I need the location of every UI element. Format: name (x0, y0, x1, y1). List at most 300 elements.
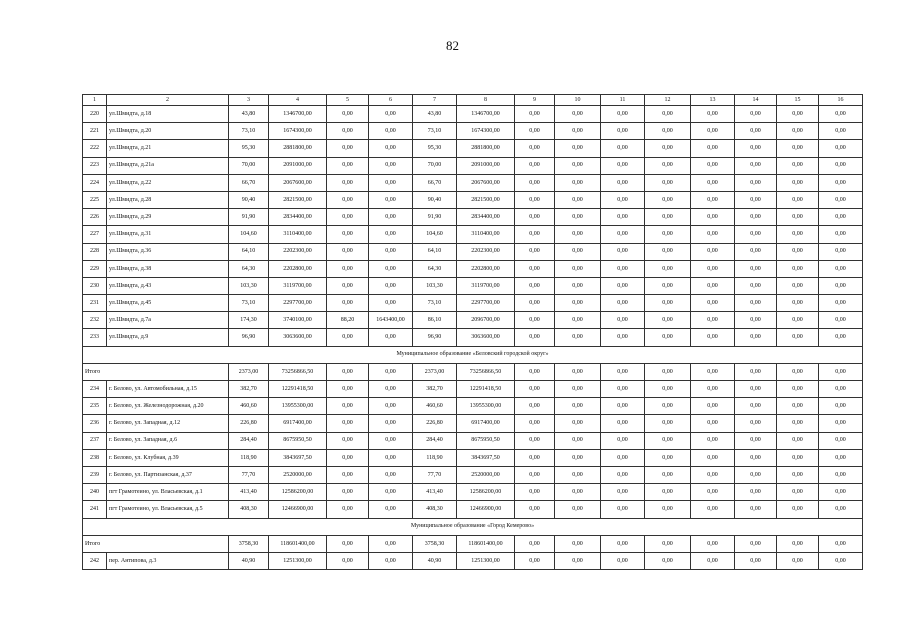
table-cell: 1643400,00 (369, 312, 413, 329)
data-table (82, 94, 863, 570)
table-cell: 0,00 (327, 415, 369, 432)
table-cell: 0,00 (691, 277, 735, 294)
address-cell: ул.Шмидта, д.7а (107, 312, 229, 329)
table-row (83, 157, 863, 174)
table-cell: 0,00 (777, 209, 819, 226)
address-cell: ул.Шмидта, д.9 (107, 329, 229, 346)
table-cell: 64,10 (229, 243, 269, 260)
table-cell: 0,00 (327, 123, 369, 140)
table-cell: 0,00 (645, 501, 691, 518)
table-cell: 2373,00 (229, 363, 269, 380)
column-header: 3 (229, 95, 269, 106)
table-cell: 12466900,00 (269, 501, 327, 518)
column-header: 10 (555, 95, 601, 106)
table-cell: 0,00 (691, 535, 735, 552)
row-number: 223 (83, 157, 107, 174)
table-cell: 3063600,00 (269, 329, 327, 346)
table-cell: 0,00 (369, 226, 413, 243)
table-cell: 0,00 (819, 123, 863, 140)
table-cell: 12291418,50 (457, 381, 515, 398)
table-cell: 8675950,50 (269, 432, 327, 449)
table-cell: 0,00 (691, 260, 735, 277)
table-cell: 0,00 (735, 277, 777, 294)
table-cell: 0,00 (777, 484, 819, 501)
total-row (83, 363, 863, 380)
address-cell: ул.Шмидта, д.36 (107, 243, 229, 260)
total-row (83, 535, 863, 552)
address-cell: ул.Шмидта, д.18 (107, 106, 229, 123)
table-cell: 12586200,00 (269, 484, 327, 501)
table-cell: 2520000,00 (457, 466, 515, 483)
table-cell: 0,00 (555, 432, 601, 449)
table-cell: 0,00 (327, 363, 369, 380)
table-cell: 77,70 (229, 466, 269, 483)
table-cell: 0,00 (645, 295, 691, 312)
table-cell: 0,00 (691, 295, 735, 312)
table-cell: 96,90 (229, 329, 269, 346)
table-cell: 0,00 (819, 398, 863, 415)
table-cell: 0,00 (327, 432, 369, 449)
table-cell: 0,00 (601, 363, 645, 380)
table-row (83, 123, 863, 140)
section-row (83, 518, 863, 535)
table-cell: 0,00 (645, 140, 691, 157)
table-cell: 0,00 (819, 226, 863, 243)
table-cell: 284,40 (229, 432, 269, 449)
table-cell: 0,00 (601, 432, 645, 449)
table-cell: 0,00 (555, 312, 601, 329)
table-cell: 0,00 (327, 243, 369, 260)
table-cell: 73,10 (229, 123, 269, 140)
address-cell: пер. Антипова, д.3 (107, 552, 229, 569)
table-cell: 0,00 (601, 191, 645, 208)
address-cell: ул.Шмидта, д.21а (107, 157, 229, 174)
table-cell: 0,00 (601, 226, 645, 243)
row-number: 239 (83, 466, 107, 483)
table-cell: 413,40 (229, 484, 269, 501)
table-cell: 0,00 (645, 157, 691, 174)
table-cell: 104,60 (229, 226, 269, 243)
table-cell: 0,00 (555, 157, 601, 174)
row-number: 230 (83, 277, 107, 294)
table-cell: 2297700,00 (269, 295, 327, 312)
table-cell: 0,00 (735, 123, 777, 140)
table-cell: 0,00 (601, 209, 645, 226)
table-cell: 0,00 (555, 535, 601, 552)
table-cell: 0,00 (819, 329, 863, 346)
table-cell: 0,00 (691, 243, 735, 260)
address-cell: г. Белово, ул. Железнодорожная, д.20 (107, 398, 229, 415)
table-cell: 2091000,00 (457, 157, 515, 174)
table-cell: 0,00 (777, 174, 819, 191)
table-cell: 0,00 (735, 243, 777, 260)
table-cell: 2202300,00 (457, 243, 515, 260)
table-cell: 1346700,00 (269, 106, 327, 123)
table-cell: 73,10 (229, 295, 269, 312)
table-cell: 0,00 (327, 295, 369, 312)
table-cell: 40,90 (413, 552, 457, 569)
table-cell: 0,00 (555, 552, 601, 569)
table-cell: 0,00 (777, 226, 819, 243)
table-cell: 0,00 (369, 432, 413, 449)
table-cell: 64,30 (413, 260, 457, 277)
table-cell: 0,00 (645, 484, 691, 501)
row-number: 236 (83, 415, 107, 432)
table-cell: 0,00 (777, 260, 819, 277)
table-cell: 226,80 (413, 415, 457, 432)
table-cell: 0,00 (369, 277, 413, 294)
table-cell: 118,90 (229, 449, 269, 466)
table-cell: 0,00 (645, 552, 691, 569)
table-cell: 0,00 (369, 466, 413, 483)
table-cell: 13955300,00 (269, 398, 327, 415)
table-cell: 3119700,00 (269, 277, 327, 294)
table-cell: 0,00 (735, 329, 777, 346)
table-cell: 0,00 (515, 123, 555, 140)
table-cell: 2821500,00 (457, 191, 515, 208)
table-cell: 0,00 (327, 466, 369, 483)
table-cell: 0,00 (369, 398, 413, 415)
table-cell: 3110400,00 (457, 226, 515, 243)
table-cell: 0,00 (555, 140, 601, 157)
table-cell: 0,00 (777, 432, 819, 449)
table-cell: 0,00 (777, 381, 819, 398)
table-cell: 0,00 (369, 484, 413, 501)
table-cell: 0,00 (515, 243, 555, 260)
table-cell: 0,00 (645, 381, 691, 398)
table-cell: 0,00 (645, 398, 691, 415)
table-cell: 0,00 (601, 449, 645, 466)
table-cell: 0,00 (691, 174, 735, 191)
table-cell: 0,00 (327, 174, 369, 191)
table-cell: 0,00 (555, 501, 601, 518)
table-cell: 0,00 (819, 363, 863, 380)
header-row (83, 95, 863, 106)
table-cell: 0,00 (735, 552, 777, 569)
table-cell: 0,00 (819, 432, 863, 449)
table-cell: 0,00 (819, 243, 863, 260)
table-cell: 95,30 (413, 140, 457, 157)
table-cell: 2297700,00 (457, 295, 515, 312)
table-cell: 0,00 (777, 449, 819, 466)
table-cell: 0,00 (777, 329, 819, 346)
table-cell: 90,40 (229, 191, 269, 208)
table-cell: 0,00 (735, 501, 777, 518)
table-cell: 96,90 (413, 329, 457, 346)
table-cell: 0,00 (555, 174, 601, 191)
table-cell: 0,00 (515, 449, 555, 466)
section-row (83, 346, 863, 363)
table-cell: 91,90 (229, 209, 269, 226)
table-cell: 0,00 (369, 106, 413, 123)
table-cell: 0,00 (819, 260, 863, 277)
column-header: 9 (515, 95, 555, 106)
table-cell: 0,00 (555, 381, 601, 398)
table-cell: 70,00 (229, 157, 269, 174)
table-row (83, 398, 863, 415)
table-cell: 0,00 (777, 312, 819, 329)
table-cell: 0,00 (369, 501, 413, 518)
table-cell: 0,00 (369, 260, 413, 277)
table-cell: 0,00 (735, 449, 777, 466)
table-cell: 0,00 (691, 466, 735, 483)
table-cell: 0,00 (555, 329, 601, 346)
table-cell: 0,00 (327, 191, 369, 208)
table-row (83, 191, 863, 208)
table-cell: 2834400,00 (457, 209, 515, 226)
address-cell: пгт Грамотеино, ул. Власьевская, д.1 (107, 484, 229, 501)
table-cell: 0,00 (691, 363, 735, 380)
table-cell: 66,70 (229, 174, 269, 191)
table-cell: 0,00 (777, 106, 819, 123)
table-cell: 0,00 (777, 415, 819, 432)
column-header: 15 (777, 95, 819, 106)
table-cell: 0,00 (777, 140, 819, 157)
table-row (83, 432, 863, 449)
table-cell: 0,00 (369, 329, 413, 346)
table-cell: 0,00 (691, 415, 735, 432)
table-cell: 0,00 (515, 209, 555, 226)
table-cell: 0,00 (819, 535, 863, 552)
table-cell: 0,00 (819, 140, 863, 157)
table-cell: 0,00 (735, 174, 777, 191)
table-cell: 0,00 (369, 363, 413, 380)
table-cell: 3119700,00 (457, 277, 515, 294)
table-row (83, 312, 863, 329)
column-header: 4 (269, 95, 327, 106)
table-cell: 0,00 (819, 295, 863, 312)
table-cell: 0,00 (555, 209, 601, 226)
column-header: 8 (457, 95, 515, 106)
table-cell: 2091000,00 (269, 157, 327, 174)
table-cell: 0,00 (555, 123, 601, 140)
table-cell: 0,00 (691, 552, 735, 569)
table-cell: 2881800,00 (457, 140, 515, 157)
table-cell: 3063600,00 (457, 329, 515, 346)
table-cell: 70,00 (413, 157, 457, 174)
table-cell: 0,00 (515, 484, 555, 501)
table-cell: 0,00 (555, 191, 601, 208)
row-number: 238 (83, 449, 107, 466)
table-cell: 0,00 (777, 243, 819, 260)
table-cell: 2067600,00 (269, 174, 327, 191)
table-cell: 0,00 (777, 277, 819, 294)
table-cell: 0,00 (327, 381, 369, 398)
table-cell: 2202300,00 (269, 243, 327, 260)
table-cell: 73256866,50 (269, 363, 327, 380)
table-cell: 0,00 (601, 466, 645, 483)
table-cell: 382,70 (229, 381, 269, 398)
table-cell: 3843697,50 (457, 449, 515, 466)
table-cell: 0,00 (601, 381, 645, 398)
table-cell: 0,00 (327, 157, 369, 174)
table-cell: 0,00 (601, 140, 645, 157)
section-title: Муниципальное образование «Город Кемерово» (83, 518, 863, 535)
table-cell: 0,00 (515, 106, 555, 123)
table-cell: 0,00 (819, 174, 863, 191)
address-cell: ул.Шмидта, д.45 (107, 295, 229, 312)
table-cell: 0,00 (645, 209, 691, 226)
table-cell: 3758,30 (229, 535, 269, 552)
table-cell: 0,00 (515, 432, 555, 449)
table-cell: 0,00 (601, 106, 645, 123)
total-label: Итого (83, 535, 229, 552)
table-cell: 0,00 (601, 312, 645, 329)
table-cell: 0,00 (777, 398, 819, 415)
address-cell: г. Белово, ул. Автомобильная, д.15 (107, 381, 229, 398)
table-cell: 0,00 (777, 501, 819, 518)
row-number: 241 (83, 501, 107, 518)
column-header: 7 (413, 95, 457, 106)
table-cell: 0,00 (601, 295, 645, 312)
table-cell: 0,00 (369, 140, 413, 157)
page-number: 82 (446, 38, 459, 53)
table-cell: 73256866,50 (457, 363, 515, 380)
table-cell: 0,00 (601, 174, 645, 191)
table-cell: 0,00 (515, 312, 555, 329)
table-cell: 40,90 (229, 552, 269, 569)
table-cell: 0,00 (645, 312, 691, 329)
address-cell: г. Белово, ул. Западная, д.6 (107, 432, 229, 449)
table-row (83, 415, 863, 432)
table-cell: 0,00 (601, 123, 645, 140)
table-cell: 408,30 (229, 501, 269, 518)
row-number: 229 (83, 260, 107, 277)
table-cell: 91,90 (413, 209, 457, 226)
table-cell: 226,80 (229, 415, 269, 432)
table-row (83, 260, 863, 277)
table-cell: 0,00 (327, 501, 369, 518)
row-number: 221 (83, 123, 107, 140)
table-cell: 0,00 (601, 398, 645, 415)
table-cell: 0,00 (735, 295, 777, 312)
table-row (83, 501, 863, 518)
table-cell: 0,00 (515, 398, 555, 415)
table-cell: 0,00 (369, 174, 413, 191)
table-cell: 0,00 (819, 552, 863, 569)
table-cell: 0,00 (515, 260, 555, 277)
table-cell: 2202800,00 (269, 260, 327, 277)
table-cell: 382,70 (413, 381, 457, 398)
table-cell: 0,00 (369, 123, 413, 140)
table-cell: 0,00 (777, 466, 819, 483)
table-cell: 0,00 (819, 381, 863, 398)
row-number: 237 (83, 432, 107, 449)
table-cell: 0,00 (369, 415, 413, 432)
table-cell: 13955300,00 (457, 398, 515, 415)
table-cell: 66,70 (413, 174, 457, 191)
table-cell: 0,00 (777, 191, 819, 208)
table-cell: 0,00 (327, 260, 369, 277)
table-cell: 2520000,00 (269, 466, 327, 483)
table-cell: 0,00 (601, 501, 645, 518)
table-cell: 460,60 (229, 398, 269, 415)
table-cell: 8675950,50 (457, 432, 515, 449)
table-cell: 0,00 (819, 191, 863, 208)
table-cell: 0,00 (819, 449, 863, 466)
table-cell: 0,00 (555, 243, 601, 260)
table-cell: 0,00 (515, 140, 555, 157)
table-cell: 0,00 (555, 449, 601, 466)
table-cell: 0,00 (691, 140, 735, 157)
table-cell: 1346700,00 (457, 106, 515, 123)
column-header: 5 (327, 95, 369, 106)
table-cell: 0,00 (645, 449, 691, 466)
table-cell: 0,00 (515, 381, 555, 398)
table-cell: 0,00 (735, 209, 777, 226)
table-cell: 0,00 (555, 277, 601, 294)
table-cell: 0,00 (515, 174, 555, 191)
table-cell: 0,00 (555, 363, 601, 380)
table-cell: 0,00 (327, 106, 369, 123)
table-cell: 0,00 (819, 106, 863, 123)
table-cell: 0,00 (369, 191, 413, 208)
column-header: 16 (819, 95, 863, 106)
table-cell: 0,00 (515, 535, 555, 552)
table-cell: 0,00 (735, 466, 777, 483)
row-number: 240 (83, 484, 107, 501)
table-cell: 64,30 (229, 260, 269, 277)
table-cell: 0,00 (555, 484, 601, 501)
table-cell: 0,00 (555, 106, 601, 123)
column-header: 13 (691, 95, 735, 106)
table-cell: 0,00 (735, 312, 777, 329)
table-cell: 0,00 (645, 363, 691, 380)
table-cell: 0,00 (735, 260, 777, 277)
table-cell: 1674300,00 (457, 123, 515, 140)
table-cell: 0,00 (645, 174, 691, 191)
table-cell: 0,00 (645, 243, 691, 260)
table-cell: 0,00 (555, 226, 601, 243)
row-number: 228 (83, 243, 107, 260)
table-cell: 2373,00 (413, 363, 457, 380)
table-cell: 0,00 (691, 432, 735, 449)
table-cell: 0,00 (515, 466, 555, 483)
table-cell: 0,00 (819, 466, 863, 483)
table-row (83, 329, 863, 346)
table-cell: 0,00 (555, 260, 601, 277)
table-cell: 0,00 (327, 398, 369, 415)
address-cell: пгт Грамотеино, ул. Власьевская, д.5 (107, 501, 229, 518)
table-cell: 0,00 (735, 140, 777, 157)
table-cell: 0,00 (777, 363, 819, 380)
table-cell: 0,00 (515, 226, 555, 243)
table-cell: 0,00 (327, 329, 369, 346)
table-cell: 0,00 (735, 226, 777, 243)
table-cell: 0,00 (819, 209, 863, 226)
table-cell: 0,00 (555, 398, 601, 415)
table-cell: 284,40 (413, 432, 457, 449)
table-cell: 0,00 (645, 191, 691, 208)
table-cell: 2821500,00 (269, 191, 327, 208)
table-cell: 0,00 (515, 295, 555, 312)
row-number: 222 (83, 140, 107, 157)
table-cell: 0,00 (555, 466, 601, 483)
table-cell: 0,00 (601, 243, 645, 260)
table-cell: 88,20 (327, 312, 369, 329)
table-cell: 0,00 (735, 381, 777, 398)
table-cell: 0,00 (645, 466, 691, 483)
table-cell: 43,80 (229, 106, 269, 123)
table-cell: 0,00 (601, 329, 645, 346)
row-number: 235 (83, 398, 107, 415)
table-row (83, 106, 863, 123)
table-cell: 77,70 (413, 466, 457, 483)
table-cell: 0,00 (777, 552, 819, 569)
table-row (83, 209, 863, 226)
table-row (83, 295, 863, 312)
table-cell: 95,30 (229, 140, 269, 157)
